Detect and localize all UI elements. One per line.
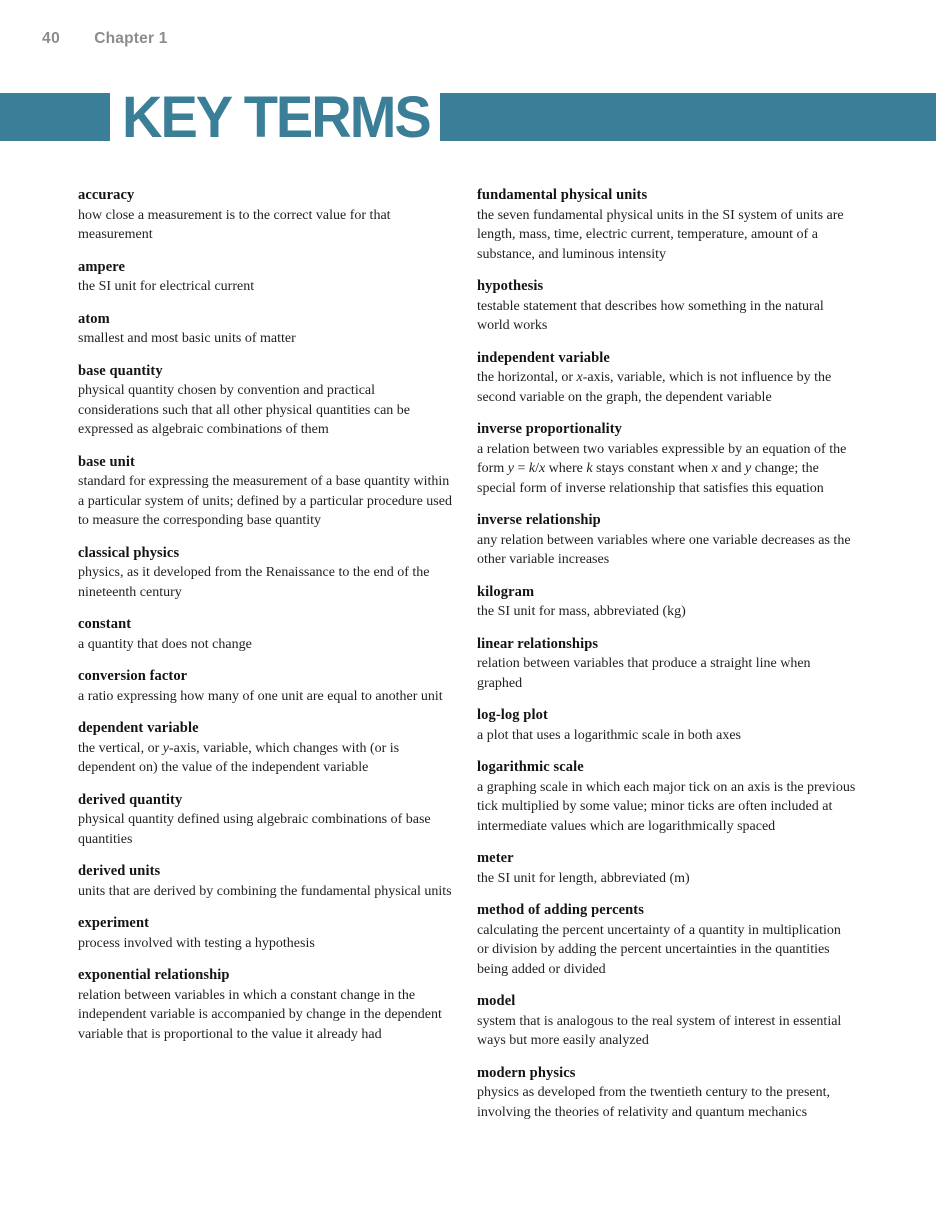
term-entry: [78, 667, 457, 706]
term-definition: a quantity that does not change: [78, 636, 252, 652]
term-definition: the SI unit for electrical current: [78, 279, 255, 294]
term-entry: [78, 362, 457, 440]
banner-accent-bar-left: [0, 93, 110, 141]
term-definition: the horizontal, or x-axis, variable, which is not influence by the second variable on the graph, the dependent variable: [477, 370, 832, 405]
term-name: base quantity: [78, 362, 163, 379]
term-entry: [477, 583, 856, 622]
term-entry: [477, 511, 856, 570]
term-definition: physical quantity defined using algebraic combinations of base quantities: [78, 812, 431, 847]
term-name: ampere: [78, 258, 126, 275]
term-name: derived units: [78, 863, 161, 879]
term-definition: the SI unit for mass, abbreviated (kg): [477, 604, 686, 619]
term-entry: [477, 992, 856, 1051]
term-name: meter: [477, 850, 514, 866]
term-entry: [477, 706, 856, 745]
term-name: independent variable: [477, 349, 610, 366]
term-definition: a plot that uses a logarithmic scale in both axes: [477, 727, 741, 743]
term-name: linear relationships: [477, 635, 599, 652]
glossary-right-column: [477, 186, 856, 1135]
term-entry: [477, 420, 856, 498]
page-number: 40: [42, 30, 61, 47]
term-definition: units that are derived by combining the fundamental physical units: [78, 883, 452, 899]
glossary: [78, 186, 856, 1135]
term-entry: [78, 914, 457, 953]
term-entry: [78, 310, 457, 349]
term-entry: [477, 277, 856, 336]
term-entry: [78, 544, 457, 603]
term-entry: [78, 258, 457, 297]
term-entry: [477, 349, 856, 408]
term-definition: the seven fundamental physical units in the SI system of units are length, mass, time, electric current, temperature, amount of a substance, and luminous intensity: [477, 207, 844, 262]
term-entry: [477, 758, 856, 836]
banner-accent-bar-right: [440, 93, 936, 141]
term-definition: the vertical, or y-axis, variable, which changes with (or is dependent on) the value of the independent variable: [78, 740, 400, 775]
term-entry: [477, 635, 856, 694]
term-name: fundamental physical units: [477, 187, 648, 203]
term-definition: physics, as it developed from the Renaissance to the end of the nineteenth century: [78, 565, 430, 600]
key-terms-banner: [0, 83, 936, 150]
term-definition: relation between variables that produce a straight line when graphed: [477, 656, 811, 691]
term-definition: how close a measurement is to the correct value for that measurement: [78, 207, 391, 242]
term-entry: [78, 453, 457, 531]
term-name: inverse proportionality: [477, 421, 623, 437]
term-name: log-log plot: [477, 707, 548, 723]
term-name: exponential relationship: [78, 967, 230, 983]
term-name: logarithmic scale: [477, 759, 584, 775]
term-entry: [78, 186, 457, 245]
term-name: derived quantity: [78, 791, 183, 808]
term-name: accuracy: [78, 187, 135, 203]
term-name: constant: [78, 616, 132, 632]
section-title: KEY TERMS: [122, 83, 430, 150]
term-definition: smallest and most basic units of matter: [78, 331, 296, 346]
term-entry: [477, 186, 856, 264]
term-entry: [78, 719, 457, 778]
term-definition: any relation between variables where one variable decreases as the other variable increases: [477, 532, 851, 567]
term-name: dependent variable: [78, 720, 199, 736]
term-entry: [477, 1064, 856, 1123]
running-head: [42, 30, 168, 48]
term-entry: [78, 615, 457, 654]
term-name: method of adding percents: [477, 902, 644, 918]
term-name: kilogram: [477, 583, 535, 600]
term-definition: process involved with testing a hypothesis: [78, 935, 315, 951]
term-definition: standard for expressing the measurement of a base quantity within a particular system of units; defined by a particular procedure used to measure the corresponding base quantity: [78, 474, 452, 528]
term-name: conversion factor: [78, 668, 188, 684]
term-entry: [78, 791, 457, 850]
term-name: hypothesis: [477, 278, 544, 294]
term-definition: system that is analogous to the real system of interest in essential ways but more easily analyzed: [477, 1013, 842, 1048]
term-name: inverse relationship: [477, 512, 601, 528]
term-entry: [477, 901, 856, 979]
term-definition: the SI unit for length, abbreviated (m): [477, 870, 690, 886]
term-name: modern physics: [477, 1064, 576, 1081]
term-name: base unit: [78, 453, 135, 470]
term-definition: physical quantity chosen by convention and practical considerations such that all other physical quantities can be expressed as algebraic combinations of them: [78, 383, 411, 437]
term-name: classical physics: [78, 544, 180, 561]
term-definition: testable statement that describes how something in the natural world works: [477, 298, 824, 333]
term-definition: relation between variables in which a constant change in the independent variable is accompanied by change in the dependent variable that is proportional to the value it already had: [78, 987, 442, 1042]
glossary-left-column: [78, 186, 457, 1135]
term-entry: [477, 849, 856, 888]
term-entry: [78, 966, 457, 1044]
term-entry: [78, 862, 457, 901]
term-name: model: [477, 993, 516, 1009]
term-definition: a ratio expressing how many of one unit are equal to another unit: [78, 688, 443, 704]
term-definition: a graphing scale in which each major tick on an axis is the previous tick multiplied by some value; minor ticks are often included at intermediate values which are logarithmically spaced: [477, 779, 856, 834]
term-definition: calculating the percent uncertainty of a quantity in multiplication or division by adding the percent uncertainties in the quantities being added or divided: [477, 922, 841, 977]
term-name: atom: [78, 310, 110, 327]
term-definition: a relation between two variables expressible by an equation of the form y = k/x where k stays constant when x and y change; the special form of inverse relationship that satisfies this equation: [477, 441, 847, 496]
term-definition: physics as developed from the twentieth century to the present, involving the theories of relativity and quantum mechanics: [477, 1085, 831, 1120]
term-name: experiment: [78, 915, 150, 931]
chapter-label: Chapter 1: [94, 30, 168, 47]
